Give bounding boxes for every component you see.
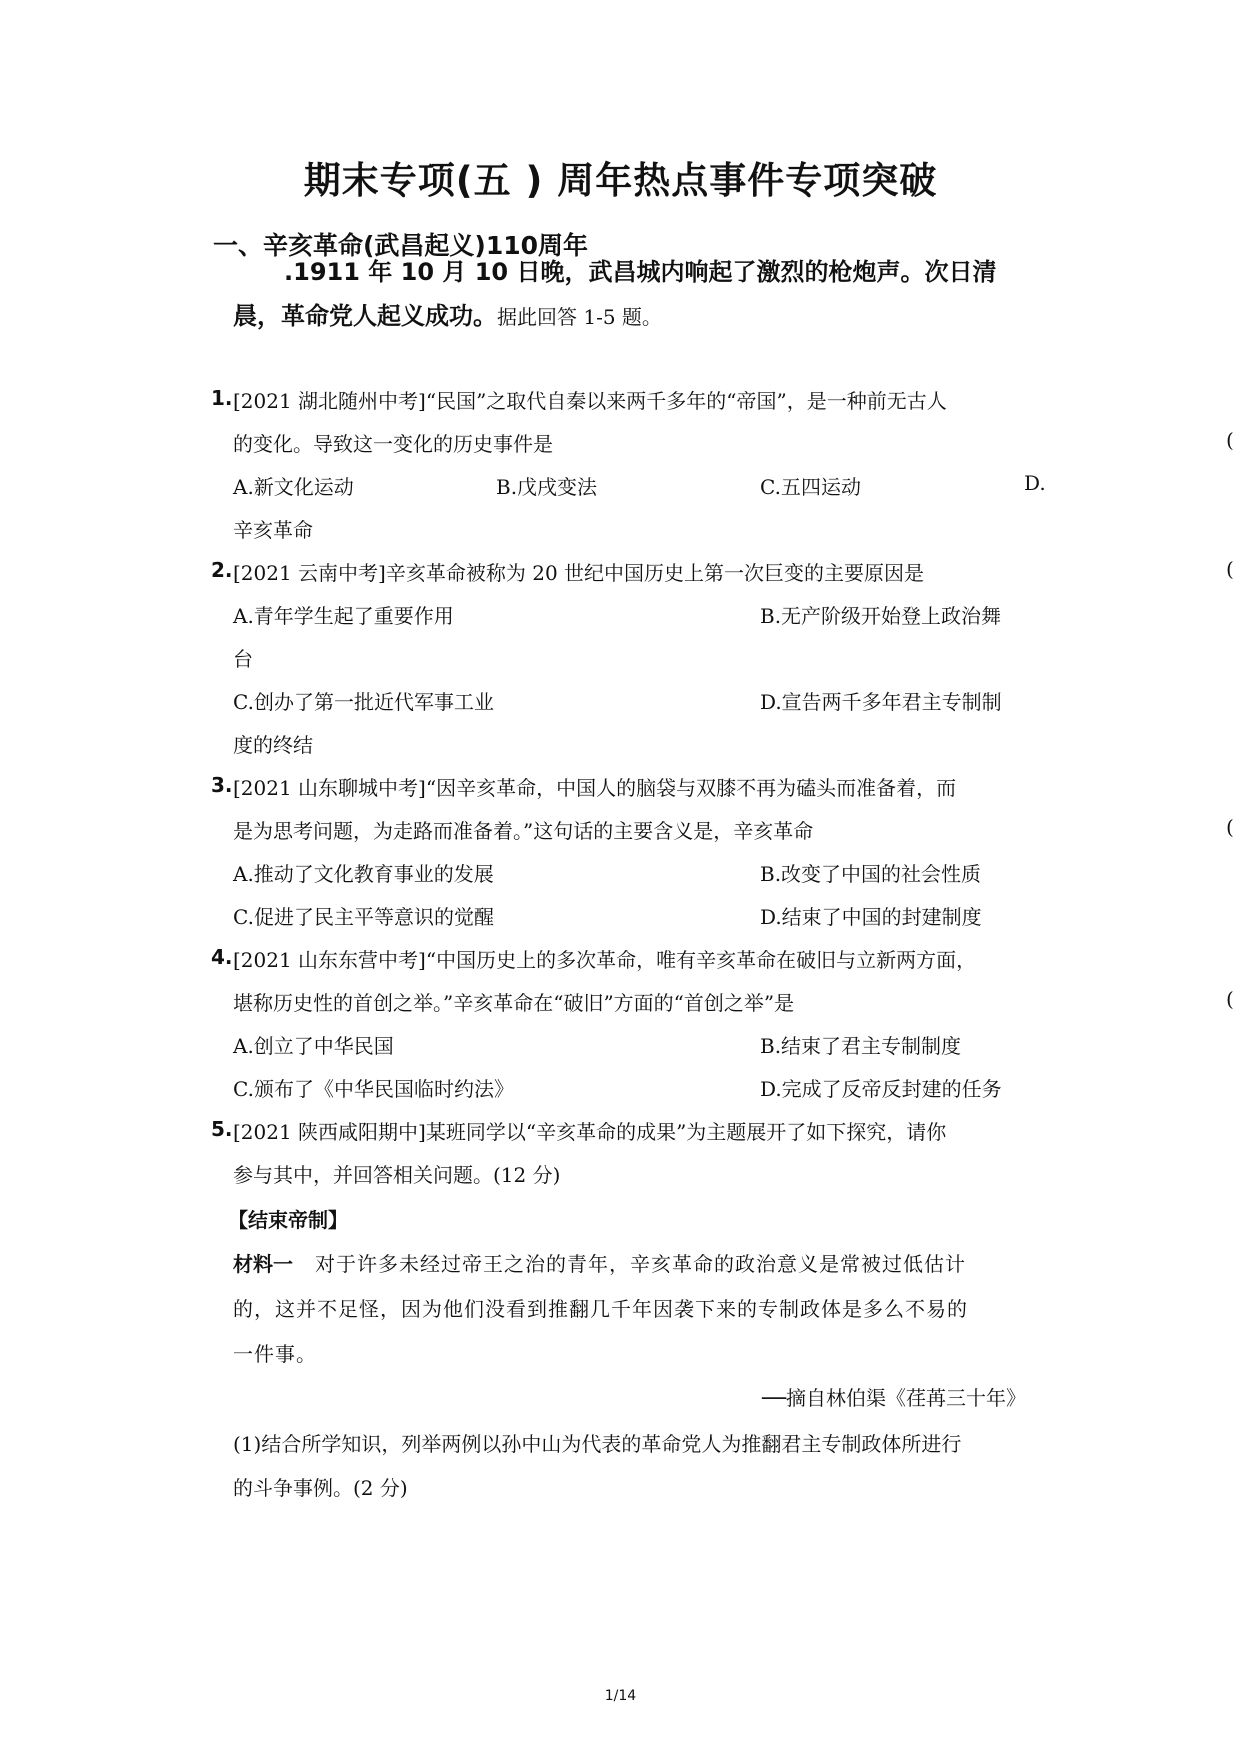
q2-option-d-cont: 度的终结 [233,733,313,757]
q3-option-c: C.促进了民主平等意识的觉醒 [233,905,494,929]
q3-option-a: A.推动了文化教育事业的发展 [233,862,494,886]
q2-option-b: B.无产阶级开始登上政治舞 [760,604,1002,628]
q3-stem-line-2: 是为思考问题，为走路而准备着。”这句话的主要含义是，辛亥革命 [233,819,814,843]
q2-option-c: C.创办了第一批近代军事工业 [233,690,494,714]
q1-option-b: B.戊戌变法 [496,475,598,499]
q1-option-d-cont: 辛亥革命 [233,518,313,542]
q3-answer-paren: ( [1226,815,1234,839]
intro-line-1: .1911 年 10 月 10 日晚，武昌城内响起了激烈的枪炮声。次日清 [284,258,997,286]
material-1-line-3: 一件事。 [233,1342,317,1366]
material-1-line-2: 的，这并不足怪，因为他们没看到推翻几千年因袭下来的专制政体是多么不易的 [233,1297,968,1321]
q1-stem-line-2: 的变化。导致这一变化的历史事件是 [233,432,553,456]
intro-normal: 据此回答 1-5 题。 [497,305,662,329]
q1-option-c: C.五四运动 [760,475,861,499]
q4-stem-line-2: 堪称历史性的首创之举。”辛亥革命在“破旧”方面的“首创之举”是 [233,991,795,1015]
q3-stem-line-1: [2021 山东聊城中考]“因辛亥革命，中国人的脑袋与双膝不再为磕头而准备着，而 [233,776,957,800]
q5-sub-question-1-line-2: 的斗争事例。(2 分) [233,1476,408,1500]
material-1-label: 材料一 [233,1252,293,1276]
q2-stem-line-1: [2021 云南中考]辛亥革命被称为 20 世纪中国历史上第一次巨变的主要原因是 [233,561,925,585]
q5-stem-line-2: 参与其中，并回答相关问题。(12 分) [233,1163,561,1187]
q2-option-b-cont: 台 [233,647,253,671]
page-number: 1/14 [604,1688,637,1704]
q4-answer-paren: ( [1226,987,1234,1011]
page-title: 期末专项(五 ) 周年热点事件专项突破 [303,159,938,202]
q2-option-d: D.宣告两千多年君主专制制 [760,690,1002,714]
intro-bold: 晨，革命党人起义成功。 [233,302,497,330]
question-number-1: 1. [211,386,233,410]
q4-option-a: A.创立了中华民国 [233,1034,394,1058]
q5-sub-question-1-line-1: (1)结合所学知识，列举两例以孙中山为代表的革命党人为推翻君主专制政体所进行 [233,1432,962,1456]
material-1-source: ──摘自林伯渠《荏苒三十年》 [761,1386,1026,1410]
q4-option-d: D.完成了反帝反封建的任务 [760,1077,1002,1101]
material-1-line-1 [233,1248,966,1277]
q4-stem-line-1: [2021 山东东营中考]“中国历史上的多次革命，唯有辛亥革命在破旧与立新两方面， [233,948,977,972]
question-number-3: 3. [211,773,233,797]
q3-option-d: D.结束了中国的封建制度 [760,905,982,929]
question-number-2: 2. [211,558,233,582]
question-number-4: 4. [211,945,233,969]
q2-answer-paren: ( [1226,557,1234,581]
q1-option-d: D. [1024,471,1046,495]
q4-option-c: C.颁布了《中华民国临时约法》 [233,1077,514,1101]
question-number-5: 5. [211,1117,233,1141]
q4-option-b: B.结束了君主专制制度 [760,1034,962,1058]
q3-option-b: B.改变了中国的社会性质 [760,862,982,886]
q2-option-a: A.青年学生起了重要作用 [233,604,454,628]
q1-answer-paren: ( [1226,428,1234,452]
material-1-text-1: 对于许多未经过帝王之治的青年，辛亥革命的政治意义是常被过低估计 [315,1252,966,1276]
q5-stem-line-1: [2021 陕西咸阳期中]某班同学以“辛亥革命的成果”为主题展开了如下探究，请你 [233,1120,947,1144]
q5-subheading: 【结束帝制】 [228,1208,348,1232]
q1-option-a: A.新文化运动 [233,475,354,499]
q1-stem-line-1: [2021 湖北随州中考]“民国”之取代自秦以来两千多年的“帝国”，是一种前无古人 [233,389,947,413]
section-title: 一、辛亥革命(武昌起义)110周年 [213,231,589,260]
intro-line-2 [233,296,662,331]
